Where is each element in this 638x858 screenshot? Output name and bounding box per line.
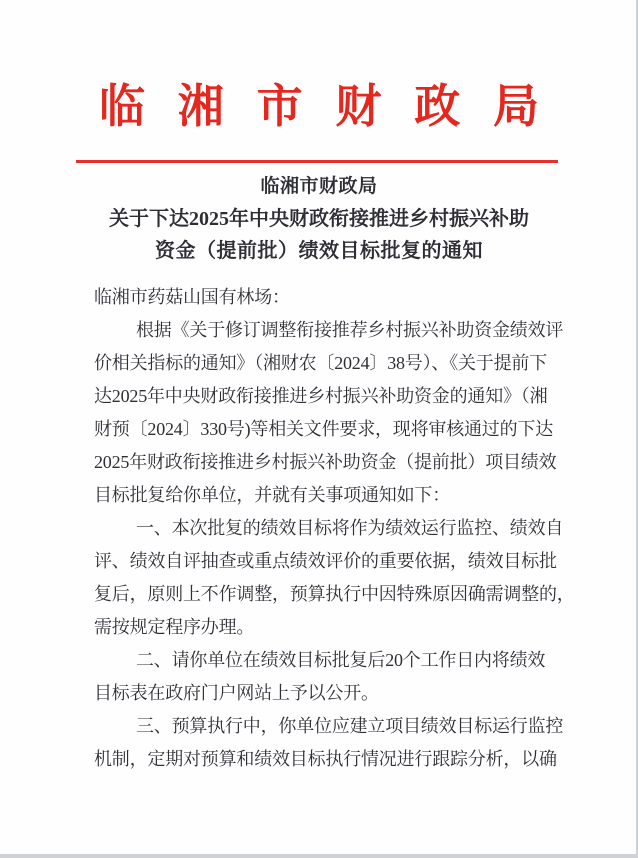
- agency-char: 财: [335, 81, 382, 132]
- body-line: 达2025年中央财政衔接推进乡村振兴补助资金的通知》（湘: [94, 386, 548, 406]
- body-line: 目标表在政府门户网站上予以公开。: [94, 683, 379, 703]
- body-line: 一、本次批复的绩效目标将作为绩效运行监控、绩效自: [136, 518, 564, 538]
- doc-title-line-1: 临湘市财政局: [260, 176, 378, 197]
- body-line: 临湘市药菇山国有林场：: [94, 287, 290, 307]
- body-line: 2025年财政衔接推进乡村振兴补助资金（提前批）项目绩效: [94, 452, 557, 472]
- body-line: 评、绩效自评抽查或重点绩效评价的重要依据，绩效目标批: [94, 551, 557, 571]
- agency-letterhead: [99, 81, 539, 132]
- red-divider-line: [76, 160, 558, 163]
- body-line: 三、预算执行中，你单位应建立项目绩效目标运行监控: [136, 716, 564, 736]
- doc-title-line-3: 资金（提前批）绩效目标批复的通知: [155, 240, 483, 262]
- doc-title: [0, 171, 638, 267]
- body-line: 复后，原则上不作调整，预算执行中因特殊原因确需调整的，: [94, 584, 575, 604]
- body-line: 财预〔2024〕330号)等相关文件要求，现将审核通过的下达: [94, 419, 553, 439]
- agency-char: 临: [99, 81, 145, 132]
- agency-char: 市: [256, 81, 303, 132]
- body-line: 需按规定程序办理。: [94, 617, 255, 637]
- doc-title-line-2: 关于下达2025年中央财政衔接推进乡村振兴补助: [109, 208, 529, 230]
- page-edge-bottom: [0, 854, 638, 858]
- doc-body: [94, 281, 575, 776]
- agency-char: 湘: [177, 81, 224, 132]
- body-line: 价相关指标的通知》（湘财农〔2024〕38号）、《关于提前下: [94, 353, 547, 373]
- agency-char: 局: [492, 81, 539, 132]
- body-line: 二、请你单位在绩效目标批复后20个工作日内将绩效: [136, 650, 546, 670]
- body-line: 目标批复给你单位，并就有关事项通知如下：: [94, 485, 450, 505]
- body-line: 根据《关于修订调整衔接推荐乡村振兴补助资金绩效评: [136, 320, 564, 340]
- body-line: 机制，定期对预算和绩效目标执行情况进行跟踪分析，以确: [94, 749, 557, 769]
- agency-char: 政: [414, 81, 461, 132]
